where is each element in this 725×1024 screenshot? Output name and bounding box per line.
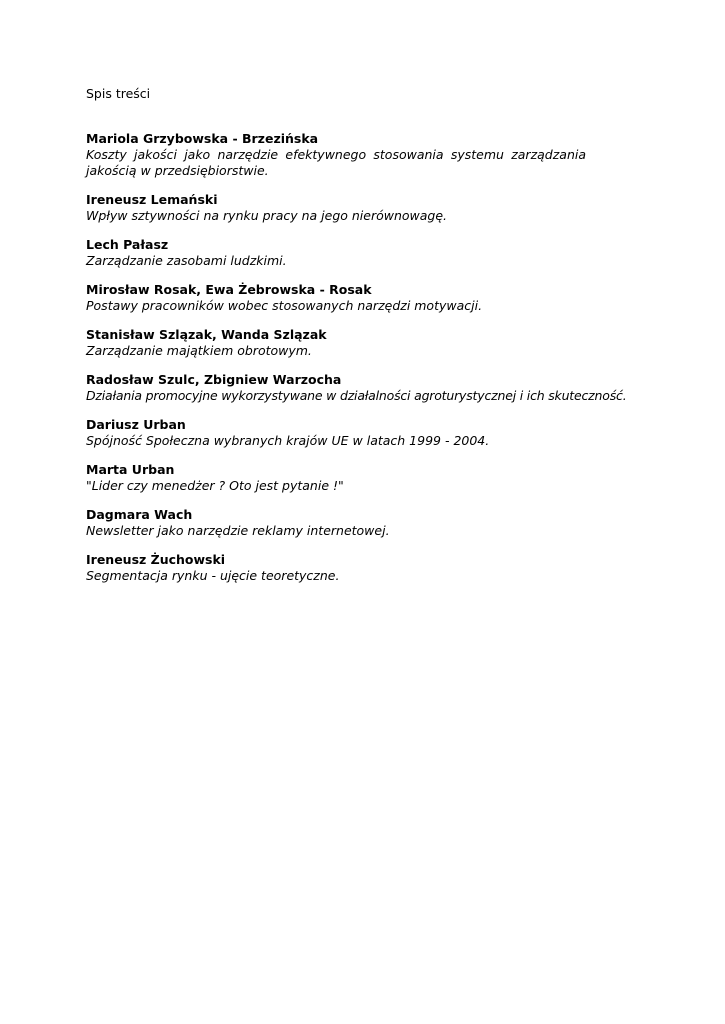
document-page xyxy=(86,86,632,597)
toc-entry xyxy=(86,282,632,314)
toc-author: Stanisław Szlązak, Wanda Szlązak xyxy=(86,327,327,342)
toc-entry xyxy=(86,327,632,359)
toc-list xyxy=(86,131,632,584)
toc-author: Ireneusz Lemański xyxy=(86,192,218,207)
toc-author: Mirosław Rosak, Ewa Żebrowska - Rosak xyxy=(86,282,372,297)
toc-author: Mariola Grzybowska - Brzezińska xyxy=(86,131,319,146)
toc-title: Wpływ sztywności na rynku pracy na jego nierównowagę. xyxy=(86,208,448,223)
toc-entry xyxy=(86,237,632,269)
toc-title: Postawy pracowników wobec stosowanych narzędzi motywacji. xyxy=(86,298,483,313)
toc-author: Radosław Szulc, Zbigniew Warzocha xyxy=(86,372,342,387)
toc-author: Dariusz Urban xyxy=(86,417,186,432)
toc-entry xyxy=(86,462,632,494)
toc-title: Koszty jakości jako narzędzie efektywnego stosowania systemu zarządzania jakością w przedsiębiorstwie. xyxy=(86,147,586,178)
toc-entry xyxy=(86,507,632,539)
toc-title: Zarządzanie majątkiem obrotowym. xyxy=(86,343,312,358)
toc-author: Marta Urban xyxy=(86,462,175,477)
toc-author: Dagmara Wach xyxy=(86,507,193,522)
toc-author: Ireneusz Żuchowski xyxy=(86,552,226,567)
toc-title: Zarządzanie zasobami ludzkimi. xyxy=(86,253,287,268)
toc-entry xyxy=(86,417,632,449)
toc-title: "Lider czy menedżer ? Oto jest pytanie !" xyxy=(86,478,344,493)
toc-heading: Spis treści xyxy=(86,86,151,101)
toc-title: Działania promocyjne wykorzystywane w działalności agroturystycznej i ich skuteczność. xyxy=(86,388,627,403)
toc-author: Lech Pałasz xyxy=(86,237,169,252)
toc-entry xyxy=(86,552,632,584)
toc-entry xyxy=(86,192,632,224)
toc-entry xyxy=(86,131,632,179)
toc-title: Segmentacja rynku - ujęcie teoretyczne. xyxy=(86,568,340,583)
toc-title: Spójność Społeczna wybranych krajów UE w latach 1999 - 2004. xyxy=(86,433,490,448)
toc-entry xyxy=(86,372,632,404)
toc-title: Newsletter jako narzędzie reklamy internetowej. xyxy=(86,523,390,538)
